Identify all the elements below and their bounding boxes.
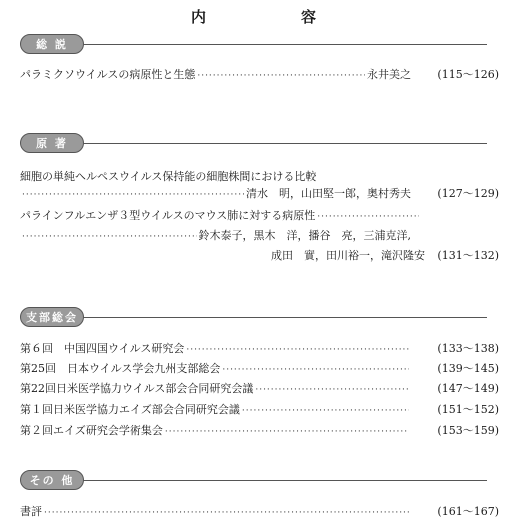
entry-pages: (161～167): [437, 505, 499, 518]
toc-entry[interactable]: [20, 361, 499, 377]
entry-title: 第25回 日本ウイルス学会九州支部総会: [20, 362, 221, 375]
entry-title: パラミクソウイルスの病原性と生態: [20, 68, 196, 81]
toc-entry[interactable]: [20, 67, 499, 83]
entry-title: 第２回エイズ研究会学術集会: [20, 424, 163, 437]
section-header-overview: [20, 34, 487, 56]
entry-pages: (115～126): [437, 68, 499, 81]
toc-entry[interactable]: [20, 341, 499, 357]
section-header-other: [20, 470, 487, 492]
toc-entry[interactable]: [20, 423, 499, 439]
leader-dots: [44, 505, 409, 521]
toc-entry-author-line[interactable]: [20, 228, 499, 244]
entry-title: 第６回 中国四国ウイルス研究会: [20, 342, 185, 355]
entry-authors: 永井美之: [367, 68, 411, 81]
section-header-branch: [20, 307, 487, 329]
entry-pages: (133～138): [437, 342, 499, 355]
entry-pages: (151～152): [437, 403, 499, 416]
entry-title: 書評: [20, 505, 42, 518]
leader-dots: [186, 342, 409, 358]
entry-pages: (127～129): [437, 187, 499, 200]
section-rule: [60, 143, 487, 144]
toc-entry-title-line[interactable]: [20, 169, 499, 185]
page-title: 内 容: [190, 8, 356, 26]
section-rule: [60, 44, 487, 45]
entry-title: 細胞の単純ヘルペスウイルス保持能の細胞株間における比較: [20, 170, 317, 183]
section-header-original: [20, 133, 487, 155]
leader-dots: [22, 187, 244, 203]
toc-entry[interactable]: [20, 402, 499, 418]
section-badge-branch: 支部総会: [20, 307, 84, 327]
toc-entry-author-line[interactable]: [20, 186, 499, 202]
leader-dots: [242, 403, 409, 419]
leader-dots: [197, 68, 365, 84]
toc-entry[interactable]: [20, 381, 499, 397]
leader-dots: [22, 229, 197, 245]
section-badge-overview: 総 説: [20, 34, 84, 54]
section-rule: [60, 317, 487, 318]
entry-authors: 清水 明，山田堅一郎，奥村秀夫: [246, 187, 411, 200]
leader-dots: [222, 362, 409, 378]
leader-dots: [165, 424, 409, 440]
section-rule: [60, 480, 487, 481]
toc-entry-title-line[interactable]: [20, 208, 499, 224]
entry-pages: (153～159): [437, 424, 499, 437]
entry-title: 第22回日米医学協力ウイルス部会合同研究会議: [20, 382, 254, 395]
toc-entry[interactable]: [20, 504, 499, 520]
entry-title: 第１回日米医学協力エイズ部会合同研究会議: [20, 403, 240, 416]
entry-pages: (147～149): [437, 382, 499, 395]
entry-pages: (139～145): [437, 362, 499, 375]
leader-dots: [255, 382, 409, 398]
section-badge-original: 原 著: [20, 133, 84, 153]
leader-dots: [317, 209, 419, 225]
entry-title: パラインフルエンザ３型ウイルスのマウス肺に対する病原性: [20, 209, 316, 222]
entry-authors: 鈴木泰子，黒木 洋，播谷 亮，三浦克洋,: [198, 229, 411, 242]
entry-authors-continued: 成田 實，田川裕一，滝沢隆安: [271, 249, 425, 262]
section-badge-other: その 他: [20, 470, 84, 490]
entry-pages: (131～132): [437, 249, 499, 262]
